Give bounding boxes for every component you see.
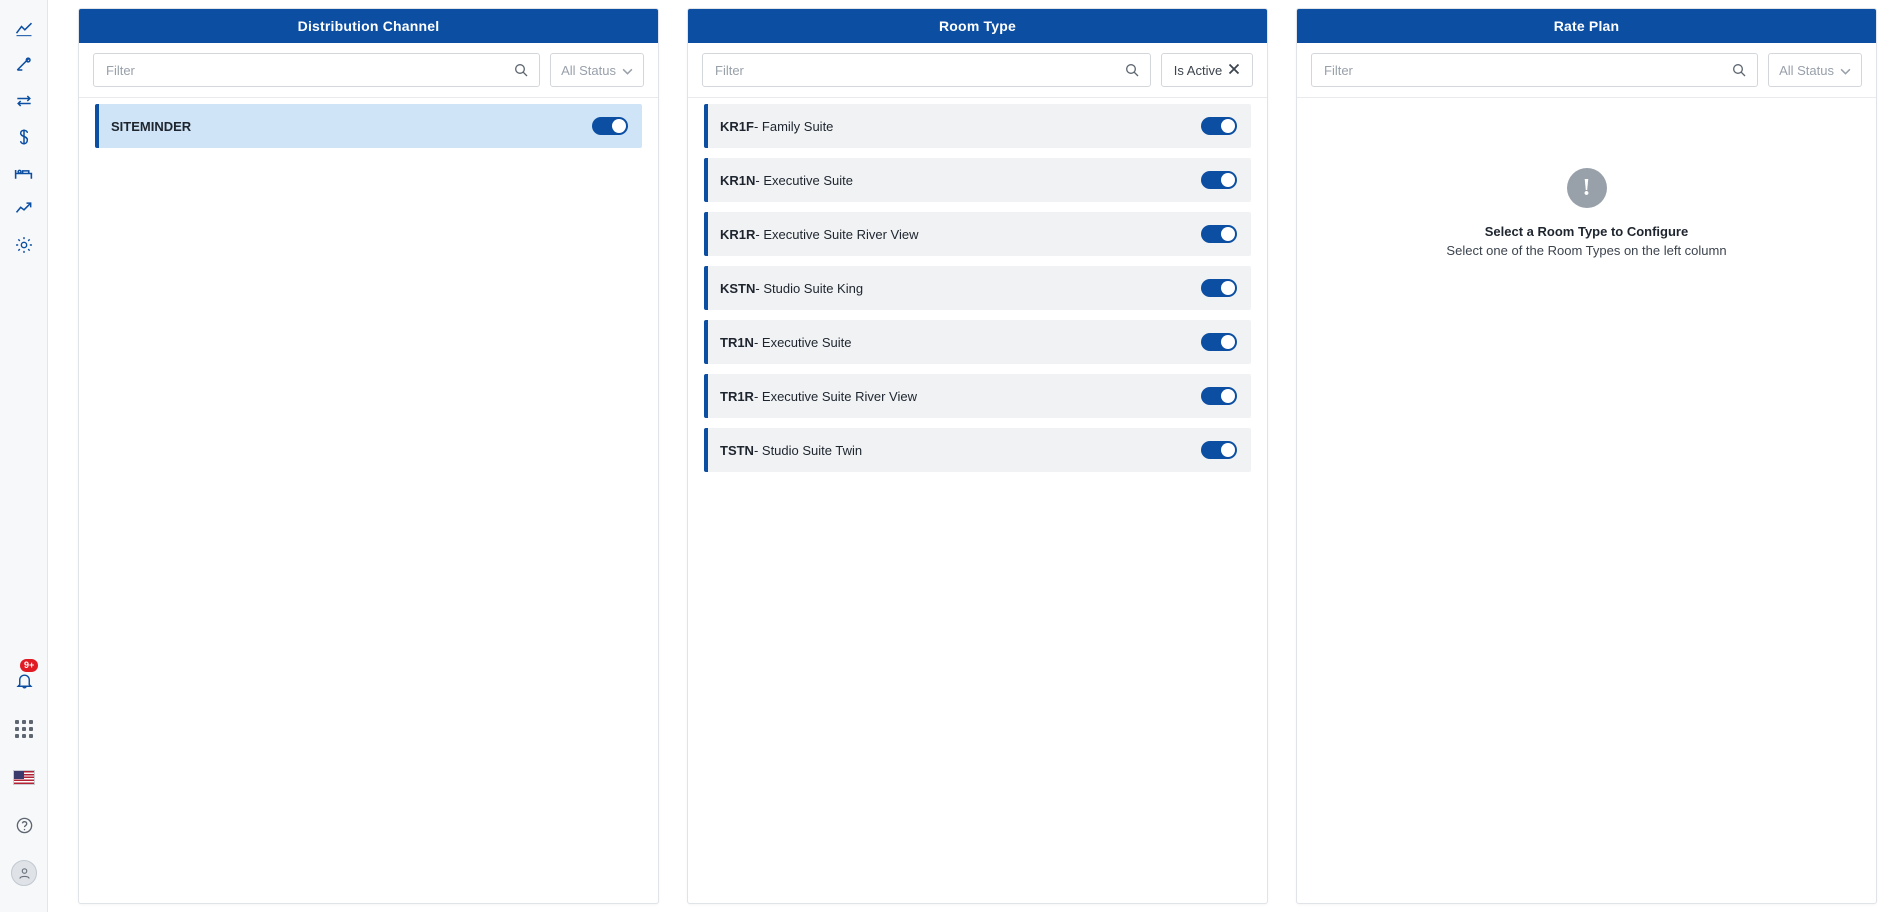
transfer-icon[interactable]	[7, 84, 41, 118]
sidebar-bottom-group	[0, 660, 48, 904]
main-content	[48, 0, 1897, 912]
rate-plan-filter-input[interactable]	[1322, 62, 1731, 79]
room-type-title: Room Type	[688, 9, 1267, 43]
room-type-column	[687, 8, 1268, 904]
distribution-channel-row-label	[111, 119, 191, 134]
us-flag	[13, 770, 35, 785]
language-flag-icon[interactable]	[7, 760, 41, 794]
room-type-filter-input[interactable]	[713, 62, 1124, 79]
row-code: TR1N	[720, 334, 754, 350]
row-name: - Studio Suite King	[755, 280, 864, 296]
room-type-status-label: Is Active	[1173, 62, 1223, 78]
row-toggle[interactable]	[1201, 279, 1237, 297]
search-icon[interactable]	[1124, 62, 1140, 78]
list-item[interactable]	[704, 320, 1251, 364]
distribution-channel-list	[79, 98, 658, 903]
distribution-channel-status-label: All Status	[561, 62, 616, 78]
room-type-toolbar	[688, 43, 1267, 98]
room-type-row-label	[720, 443, 862, 458]
empty-state-subtitle: Select one of the Room Types on the left column	[1446, 243, 1727, 258]
alert-exclamation-icon: !	[1567, 168, 1607, 208]
row-name: - Executive Suite	[753, 334, 852, 350]
empty-state-title: Select a Room Type to Configure	[1484, 224, 1689, 239]
room-type-row-label	[720, 227, 918, 242]
apps-grid-icon[interactable]	[7, 712, 41, 746]
rate-plan-title: Rate Plan	[1297, 9, 1876, 43]
search-icon[interactable]	[513, 62, 529, 78]
rate-plan-column	[1296, 8, 1877, 904]
chevron-down-icon	[1840, 63, 1851, 78]
list-item[interactable]	[704, 374, 1251, 418]
row-code: KR1F	[720, 118, 754, 134]
row-code: KR1N	[720, 172, 756, 188]
row-toggle[interactable]	[1201, 333, 1237, 351]
rate-plan-toolbar	[1297, 43, 1876, 98]
row-toggle[interactable]	[592, 117, 628, 135]
room-type-filter-box[interactable]	[702, 53, 1151, 87]
room-type-status-select[interactable]	[1161, 53, 1253, 87]
gear-icon[interactable]	[7, 228, 41, 262]
room-type-list	[688, 98, 1267, 903]
analytics-icon[interactable]	[7, 12, 41, 46]
row-toggle[interactable]	[1201, 225, 1237, 243]
distribution-channel-toolbar	[79, 43, 658, 98]
room-type-row-label	[720, 389, 917, 404]
rate-plan-filter-box[interactable]	[1311, 53, 1758, 87]
rate-plan-status-label: All Status	[1779, 62, 1834, 78]
list-item[interactable]	[704, 428, 1251, 472]
list-item[interactable]	[704, 266, 1251, 310]
row-code: SITEMINDER	[111, 118, 192, 134]
row-name: - Executive Suite River View	[753, 388, 917, 404]
distribution-channel-column	[78, 8, 659, 904]
distribution-channel-status-select[interactable]	[550, 53, 644, 87]
row-code: TSTN	[720, 442, 754, 458]
room-type-row-label	[720, 281, 863, 296]
row-code: KSTN	[720, 280, 756, 296]
bed-icon[interactable]	[7, 156, 41, 190]
distribution-channel-title: Distribution Channel	[79, 9, 658, 43]
row-code: KR1R	[720, 226, 756, 242]
row-name: - Executive Suite River View	[755, 226, 919, 242]
avatar[interactable]	[7, 856, 41, 890]
search-icon[interactable]	[1731, 62, 1747, 78]
avatar-circle	[11, 860, 37, 886]
list-item[interactable]	[95, 104, 642, 148]
row-code: TR1R	[720, 388, 754, 404]
notifications-badge: 9+	[20, 659, 38, 672]
help-icon[interactable]	[7, 808, 41, 842]
rate-plan-empty-state	[1313, 104, 1860, 258]
notifications-bell-icon[interactable]	[7, 660, 41, 698]
rate-icon[interactable]	[7, 48, 41, 82]
dollar-icon[interactable]	[7, 120, 41, 154]
rate-plan-status-select[interactable]	[1768, 53, 1862, 87]
room-type-row-label	[720, 119, 833, 134]
distribution-channel-filter-box[interactable]	[93, 53, 540, 87]
row-name: - Executive Suite	[755, 172, 853, 188]
room-type-row-label	[720, 335, 852, 350]
chevron-down-icon	[622, 63, 633, 78]
trend-icon[interactable]	[7, 192, 41, 226]
left-nav-sidebar	[0, 0, 48, 912]
rate-plan-body	[1297, 98, 1876, 903]
list-item[interactable]	[704, 158, 1251, 202]
list-item[interactable]	[704, 212, 1251, 256]
row-name: - Studio Suite Twin	[753, 442, 863, 458]
row-toggle[interactable]	[1201, 171, 1237, 189]
row-toggle[interactable]	[1201, 441, 1237, 459]
list-item[interactable]	[704, 104, 1251, 148]
room-type-row-label	[720, 173, 853, 188]
distribution-channel-filter-input[interactable]	[104, 62, 513, 79]
row-name: - Family Suite	[753, 118, 834, 134]
close-icon[interactable]	[1228, 63, 1240, 77]
row-toggle[interactable]	[1201, 117, 1237, 135]
row-toggle[interactable]	[1201, 387, 1237, 405]
